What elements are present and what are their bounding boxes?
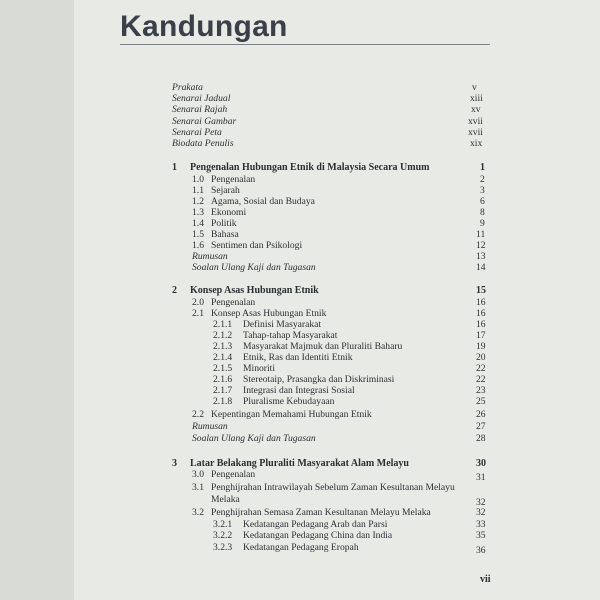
page-number: 32: [476, 507, 486, 518]
page-number: 32: [476, 497, 486, 508]
page-number: 30: [476, 458, 486, 469]
page-number: 33: [476, 519, 486, 530]
page-number: xvii: [468, 127, 483, 138]
page-title: Kandungan: [120, 10, 288, 43]
page-number: xix: [470, 138, 483, 149]
page-number: 11: [476, 229, 486, 240]
page-number: 28: [476, 433, 486, 444]
book-page: Kandungan Prakata v Senarai Jadual xiii Senarai Rajah xv Senarai Gambar xvii Senarai Peta xvii Biodata Penulis xix 1 Pengenalan Hubungan Etnik di Malaysia Secara Umum 1 1.0 Pengenalan 2 1.1 Sejarah 3 1.2 Agama, Sosial dan Budaya 6 1.3 Ekonomi 8 1.4 Politik 9 1.5 Bahasa 11 1.6 Sentimen dan Psikologi 12 Rumusan 13 Soalan Ulang Kaji dan Tugasan 14 2 Konsep Asas Hubungan Etnik 15 2.0 Pengenalan 16 2.1 Konsep Asas Hubungan Etnik 16 2.1.1 Definisi Masyarakat 16 2.1.2 Tahap-tahap Masyarakat 17 2.1.3 Masyarakat Majmuk dan Pluraliti Baharu 19 2.1.4 Etnik, Ras dan Identiti Etnik 20 2.1.5 Minoriti 22 2.1.6 Stereotaip, Prasangka dan Diskriminasi 22 2.1.7 Integrasi dan Integrasi Sosial 23 2.1.8 Pluralisme Kebudayaan 25 2.2 Kepentingan Memahami Hubungan Etnik 26 Rumusan 27 Soalan Ulang Kaji dan Tugasan 28 3 Latar Belakang Pluraliti Masyarakat Alam Melayu 30 3.0 Pengenalan 31 3.1 Penghijrahan Intrawilayah Sebelum Zaman Kesultanan Melayu Melaka 32 3.2 Penghijrahan Semasa Zaman Kesultanan Melayu Melaka 32 3.2.1 Kedatangan Pedagang Arab dan Parsi 33 3.2.2 Kedatangan Pedagang China dan India 35 3.2.3 Kedatangan Pedagang Eropah 36 vii: [74, 0, 600, 600]
page-number: 31: [476, 472, 486, 483]
page-number: 9: [480, 218, 485, 229]
page-number: 6: [480, 196, 485, 207]
page-number: xvii: [468, 116, 483, 127]
chapter-number: 2: [172, 285, 177, 296]
page-number: 12: [476, 240, 486, 251]
page-number: 17: [476, 330, 486, 341]
page-number: xv: [471, 104, 481, 115]
page-number: 15: [476, 285, 486, 296]
page-number: 2: [480, 174, 485, 185]
page-number: xiii: [470, 93, 483, 104]
page-number: 13: [476, 251, 486, 262]
page-number: 8: [480, 207, 485, 218]
page-number: 35: [476, 530, 486, 541]
page-number: 26: [476, 409, 486, 420]
page-number: 16: [476, 319, 486, 330]
page-number: 3: [480, 185, 485, 196]
page-number: 20: [476, 352, 486, 363]
page-number: 16: [476, 297, 486, 308]
page-number: 1: [480, 162, 485, 173]
page-number: 16: [476, 308, 486, 319]
page-number: 23: [476, 385, 486, 396]
page-number: 19: [476, 341, 486, 352]
chapter-number: 3: [172, 458, 177, 469]
chapter-number: 1: [172, 162, 177, 173]
chapter-title: Latar Belakang Pluraliti Masyarakat Alam Melayu: [190, 458, 409, 469]
page-number: 22: [476, 374, 486, 385]
chapter-title: Konsep Asas Hubungan Etnik: [190, 285, 319, 296]
page-number: v: [472, 82, 477, 93]
page-number: 14: [476, 262, 486, 273]
page-folio: vii: [480, 574, 491, 585]
page-number: 27: [476, 421, 486, 432]
page-number: 36: [476, 545, 486, 556]
page-number: 25: [476, 396, 486, 407]
title-rule: [120, 44, 490, 45]
page-number: 22: [476, 363, 486, 374]
chapter-title: Pengenalan Hubungan Etnik di Malaysia Secara Umum: [190, 162, 430, 173]
